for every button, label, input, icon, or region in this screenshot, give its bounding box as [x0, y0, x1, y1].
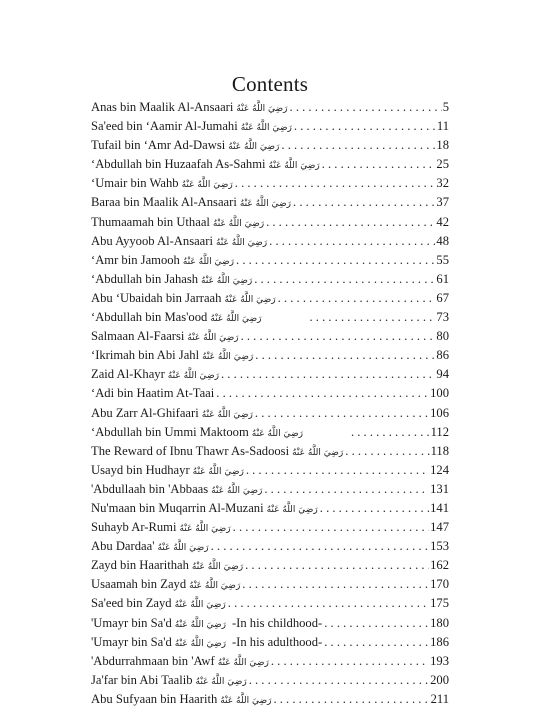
toc-entry	[91, 176, 449, 195]
dot-leader	[245, 558, 429, 573]
dot-leader	[320, 501, 429, 516]
entry-name: Anas bin Maalik Al-Ansaari	[91, 100, 234, 114]
entry-name: Sa'eed bin ‘Aamir Al-Jumahi	[91, 119, 238, 134]
dot-leader	[233, 520, 429, 535]
page-number: 193	[430, 653, 449, 668]
entry-name: ‘Adi bin Haatim At-Taai	[91, 386, 215, 401]
honorific-text: رَضِيَ اللَّهُ عَنْهُ	[195, 676, 247, 687]
entry-name: ‘Abdullah bin Jahash	[91, 271, 199, 286]
honorific-text: رَضِيَ اللَّهُ عَنْهُ	[191, 562, 244, 573]
entry-name: Abu Sufyaan bin Haarith	[91, 691, 218, 706]
honorific-text: رَضِيَ اللَّهُ عَنْهُ	[187, 333, 239, 344]
page-number: 170	[430, 577, 449, 592]
toc-entry	[91, 386, 449, 405]
page-number: 11	[436, 119, 449, 134]
dot-leader	[241, 329, 436, 344]
toc-entry	[91, 367, 449, 386]
toc-entry	[91, 253, 449, 272]
dot-leader	[255, 348, 435, 363]
page-number: 25	[436, 157, 449, 172]
entry-name: ‘Ikrimah bin Abi Jahl	[91, 348, 200, 363]
entry-note: -In his adulthood-	[231, 634, 323, 649]
page-number: 200	[430, 672, 449, 687]
page-number: 86	[436, 348, 449, 363]
entry-name: 'Umayr bin Sa'd	[91, 634, 172, 649]
entry-note: -In his childhood-	[231, 615, 323, 630]
dot-leader	[273, 692, 429, 707]
toc-entry	[91, 406, 449, 425]
dot-leader	[290, 100, 442, 115]
page-number: 61	[436, 271, 449, 286]
honorific-text: رَضِيَ اللَّهُ عَنْهُ	[240, 123, 292, 134]
toc-entry	[91, 635, 449, 654]
toc-entry	[91, 520, 449, 539]
page-number: 73	[436, 310, 449, 325]
honorific-text: رَضِيَ اللَّهُ عَنْهُ	[174, 619, 226, 630]
toc-entry	[91, 558, 449, 577]
honorific-text: رَضِيَ اللَّهُ عَنْهُ	[167, 371, 219, 382]
dot-leader	[235, 176, 436, 191]
entry-name: 'Abdullaah bin 'Abbaas	[91, 481, 209, 496]
honorific-text: رَضِيَ اللَّهُ عَنْهُ	[211, 485, 263, 496]
honorific-text: رَضِيَ اللَّهُ عَنْهُ	[239, 199, 292, 210]
honorific-text: رَضِيَ اللَّهُ عَنْهُ	[220, 695, 272, 706]
dot-leader	[264, 482, 429, 497]
toc-entry	[91, 539, 449, 558]
honorific-text: رَضِيَ اللَّهُ عَنْهُ	[157, 543, 209, 554]
honorific-text: رَضِيَ اللَّهُ عَنْهُ	[251, 428, 303, 439]
toc-entry	[91, 157, 449, 176]
entry-name: Thumaamah bin Uthaal	[91, 214, 210, 229]
toc-entry	[91, 654, 449, 673]
honorific-text: رَضِيَ اللَّهُ عَنْهُ	[174, 600, 226, 611]
page-number: 141	[430, 500, 449, 515]
page-number: 131	[430, 481, 449, 496]
dot-leader	[254, 272, 435, 287]
dot-leader	[221, 367, 435, 382]
dot-leader	[322, 157, 436, 172]
honorific-text: رَضِيَ اللَّهُ عَنْهُ	[174, 638, 226, 649]
dot-leader	[266, 215, 435, 230]
page-number: 124	[430, 462, 449, 477]
page-number: 5	[442, 100, 449, 114]
entry-name: Tufail bin ‘Amr Ad-Dawsi	[91, 138, 226, 153]
page-number: 32	[436, 176, 449, 191]
honorific-text: رَضِيَ اللَّهُ عَنْهُ	[266, 504, 318, 515]
toc-entry	[91, 100, 449, 119]
entry-name: ‘Abdullah bin Mas'ood	[91, 310, 208, 325]
honorific-text: رَضِيَ اللَّهُ عَنْهُ	[224, 294, 276, 305]
entry-name: 'Abdurrahmaan bin 'Awf	[91, 653, 215, 668]
page-number: 147	[430, 520, 449, 535]
dot-leader	[281, 138, 435, 153]
page-number: 211	[430, 691, 449, 706]
page-number: 153	[430, 539, 449, 554]
dot-leader	[309, 310, 435, 325]
honorific-text: رَضِيَ اللَّهُ عَنْهُ	[201, 275, 253, 286]
toc-entry	[91, 291, 449, 310]
toc-entry	[91, 272, 449, 291]
dot-leader	[249, 673, 429, 688]
page-number: 100	[430, 386, 449, 401]
page-title: Contents	[231, 72, 309, 96]
honorific-text: رَضِيَ اللَّهُ عَنْهُ	[189, 581, 241, 592]
page-number: 55	[436, 252, 449, 267]
toc-entry	[91, 463, 449, 482]
dot-leader	[211, 539, 429, 554]
dot-leader	[345, 444, 429, 459]
entry-name: Abu Dardaa'	[91, 539, 155, 554]
entry-name: ‘Umair bin Wahb	[91, 176, 179, 191]
page-number: 118	[430, 443, 449, 458]
toc-entry	[91, 596, 449, 615]
page-number: 175	[430, 596, 449, 611]
toc-entry	[91, 234, 449, 253]
toc-entry	[91, 577, 449, 596]
dot-leader	[255, 406, 429, 421]
toc-entry	[91, 215, 449, 234]
honorific-text: رَضِيَ اللَّهُ عَنْهُ	[228, 142, 280, 153]
honorific-text: رَضِيَ اللَّهُ عَنْهُ	[292, 447, 344, 458]
dot-leader	[351, 425, 430, 440]
dot-leader	[242, 577, 429, 592]
page-number: 94	[436, 367, 449, 382]
toc-entry	[91, 673, 449, 692]
entry-name: ‘Amr bin Jamooh	[91, 252, 180, 267]
honorific-text: رَضِيَ اللَّهُ عَنْهُ	[202, 352, 254, 363]
dot-leader	[278, 291, 436, 306]
honorific-text: رَضِيَ اللَّهُ عَنْهُ	[268, 161, 320, 172]
entry-name: The Reward of Ibnu Thawr As-Sadoosi	[91, 443, 290, 458]
page-number: 80	[436, 329, 449, 344]
honorific-text: رَضِيَ اللَّهُ عَنْهُ	[236, 104, 288, 114]
dot-leader	[324, 635, 429, 650]
entry-name: Zaid Al-Khayr	[91, 367, 165, 382]
honorific-text: رَضِيَ اللَّهُ عَنْهُ	[192, 466, 244, 477]
page-number: 37	[436, 195, 449, 210]
entry-name: Nu'maan bin Muqarrin Al-Muzani	[91, 500, 264, 515]
honorific-text: رَضِيَ اللَّهُ عَنْهُ	[215, 237, 268, 248]
toc-entry	[91, 692, 449, 711]
honorific-text: رَضِيَ اللَّهُ عَنْهُ	[181, 180, 233, 191]
entry-name: Zayd bin Haarithah	[91, 558, 189, 573]
dot-leader	[294, 119, 436, 134]
toc-entry	[91, 425, 449, 444]
toc-entry	[91, 138, 449, 157]
dot-leader	[271, 654, 429, 669]
entry-name: Ja'far bin Abi Taalib	[91, 672, 193, 687]
entry-name: Suhayb Ar-Rumi	[91, 520, 177, 535]
toc-entry	[91, 119, 449, 138]
toc-entry	[91, 444, 449, 463]
table-of-contents	[91, 100, 449, 711]
entry-name: ‘Abdullah bin Huzaafah As-Sahmi	[91, 157, 266, 172]
entry-name: Salmaan Al-Faarsi	[91, 329, 185, 344]
dot-leader	[324, 616, 429, 631]
page-number: 112	[430, 424, 449, 439]
honorific-text: رَضِيَ اللَّهُ عَنْهُ	[182, 256, 235, 267]
entry-name: Abu Zarr Al-Ghifaari	[91, 405, 199, 420]
honorific-text: رَضِيَ اللَّهُ عَنْهُ	[217, 657, 269, 668]
entry-name: Sa'eed bin Zayd	[91, 596, 172, 611]
dot-leader	[228, 596, 429, 611]
dot-leader	[293, 195, 435, 210]
entry-name: 'Umayr bin Sa'd	[91, 615, 172, 630]
entry-name: ‘Abdullah bin Ummi Maktoom	[91, 424, 249, 439]
entry-name: Baraa bin Maalik Al-Ansaari	[91, 195, 237, 210]
page-number: 42	[436, 214, 449, 229]
page-number: 67	[436, 290, 449, 305]
toc-entry	[91, 348, 449, 367]
toc-entry	[91, 501, 449, 520]
toc-entry	[91, 195, 449, 214]
dot-leader	[236, 253, 435, 268]
page-number: 162	[430, 558, 449, 573]
page-number: 180	[430, 615, 449, 630]
honorific-text: رَضِيَ اللَّهُ عَنْهُ	[210, 314, 262, 325]
honorific-text: رَضِيَ اللَّهُ عَنْهُ	[212, 218, 265, 229]
dot-leader	[246, 463, 429, 478]
page-number: 48	[436, 233, 449, 248]
entry-name: Abu Ayyoob Al-Ansaari	[91, 233, 213, 248]
entry-name: Usayd bin Hudhayr	[91, 462, 190, 477]
toc-entry	[91, 616, 449, 635]
toc-entry	[91, 310, 449, 329]
honorific-text: رَضِيَ اللَّهُ عَنْهُ	[201, 409, 253, 420]
page-number: 106	[430, 405, 449, 420]
entry-name: Abu ‘Ubaidah bin Jarraah	[91, 290, 222, 305]
entry-name: Usaamah bin Zayd	[91, 577, 187, 592]
page-number: 18	[436, 138, 449, 153]
honorific-text: رَضِيَ اللَّهُ عَنْهُ	[179, 524, 231, 535]
toc-entry	[91, 329, 449, 348]
dot-leader	[269, 234, 435, 249]
dot-leader	[216, 386, 429, 401]
page-number: 186	[430, 634, 449, 649]
toc-entry	[91, 482, 449, 501]
